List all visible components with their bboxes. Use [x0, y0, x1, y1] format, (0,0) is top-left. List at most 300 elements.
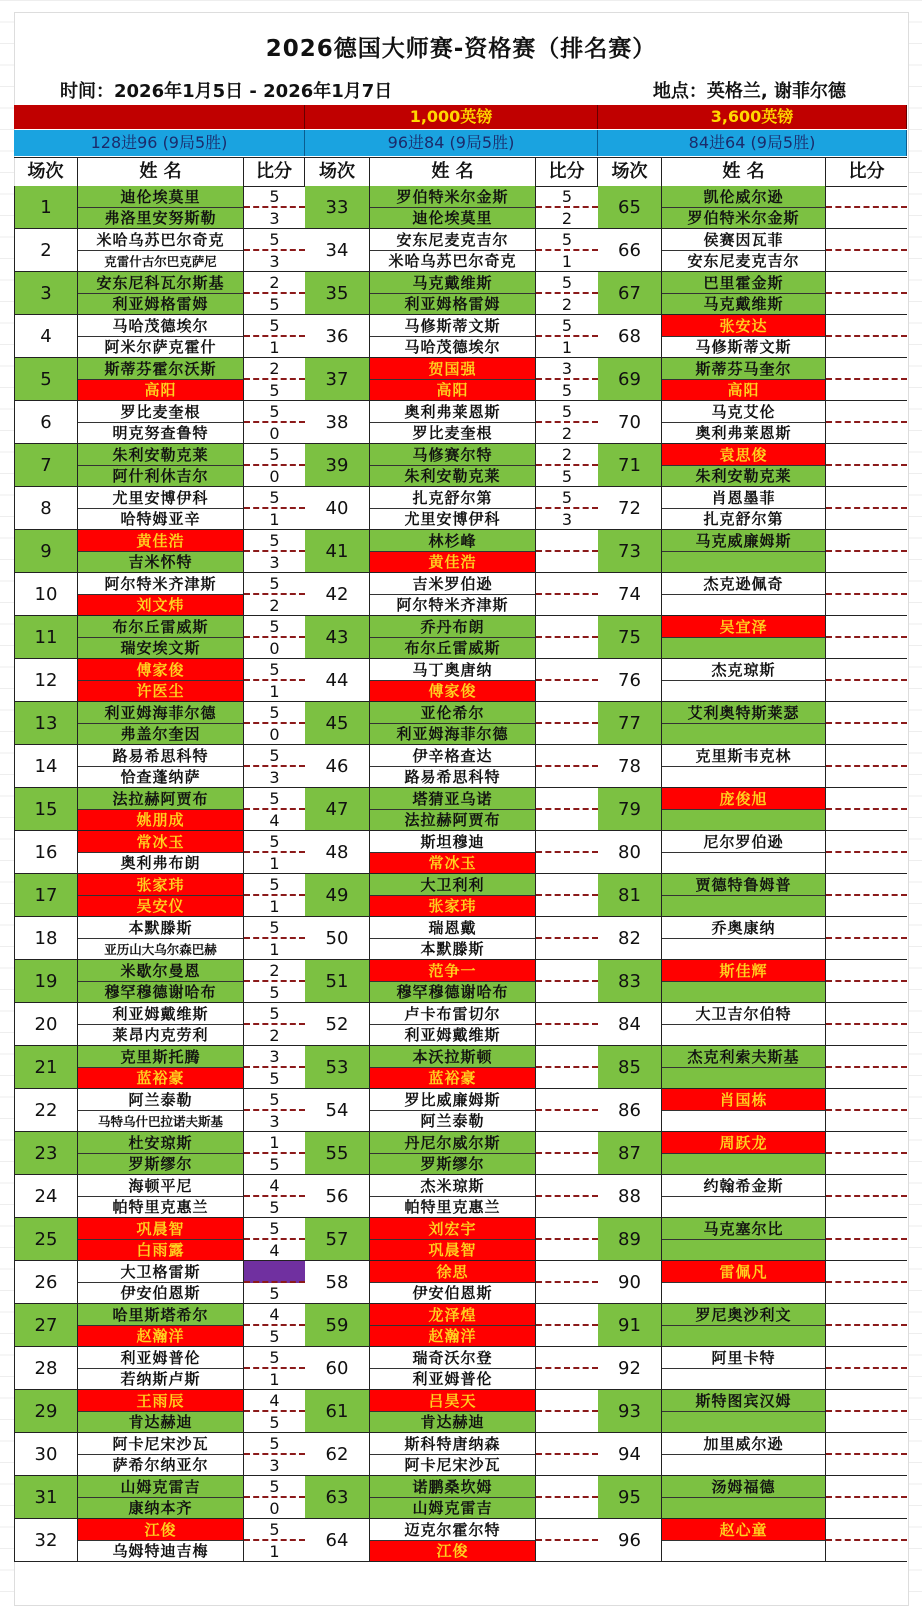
match-number: 80: [598, 831, 662, 873]
player-name: 布尔丘雷威斯: [78, 616, 243, 638]
player-score: 5: [244, 573, 305, 595]
player-name: 阿兰泰勒: [420, 1112, 485, 1131]
player-score: [536, 896, 598, 916]
match-number: 75: [598, 616, 662, 658]
match-scores: [244, 917, 305, 959]
match-number: 14: [14, 745, 78, 787]
player-name: 尼尔罗伯逊: [662, 831, 825, 853]
player-name: 塔猜亚乌诺: [370, 788, 535, 810]
player-score: [536, 1025, 598, 1045]
round-row: [14, 130, 907, 156]
player-name-chinese: 周跃龙: [662, 1132, 825, 1154]
player-score: [536, 530, 598, 552]
player-score: [826, 960, 907, 982]
match-scores: [244, 573, 305, 615]
match-scores: [826, 917, 907, 959]
player-name: 卢卡布雷切尔: [370, 1003, 535, 1025]
match-scores: [244, 960, 305, 1002]
match-row: [598, 745, 907, 788]
player-score: [826, 1476, 907, 1498]
player-name: [662, 1197, 825, 1218]
round-column-3: [598, 186, 907, 1562]
match-row: [14, 573, 305, 616]
player-score: [826, 1412, 907, 1432]
player-names: [370, 1003, 536, 1045]
match-row: [305, 788, 598, 831]
match-number: 24: [14, 1175, 78, 1217]
match-row: [305, 530, 598, 573]
player-score: 3: [244, 1046, 305, 1068]
match-number: 11: [14, 616, 78, 658]
player-name: 罗伯特米尔金斯: [662, 208, 825, 229]
match-number: 38: [305, 401, 370, 443]
player-names: [78, 917, 244, 959]
player-score: 5: [244, 1089, 305, 1111]
match-scores: [826, 1433, 907, 1475]
player-name: 杰克利索夫斯基: [662, 1046, 825, 1068]
match-row: [598, 874, 907, 917]
match-scores: [536, 530, 598, 572]
player-name: 米哈乌苏巴尔奇克: [388, 252, 517, 271]
match-number: 76: [598, 659, 662, 701]
match-row: [598, 1261, 907, 1304]
player-name: 本沃拉斯顿: [370, 1046, 535, 1068]
player-name-chinese: 贺国强: [370, 358, 535, 380]
player-names: [662, 1175, 826, 1217]
match-scores: [826, 1304, 907, 1346]
match-number: 19: [14, 960, 78, 1002]
player-score: [536, 1347, 598, 1369]
match-number: 7: [14, 444, 78, 486]
player-name: 阿卡尼宋沙瓦: [404, 1456, 501, 1475]
player-names: [78, 573, 244, 615]
player-score: [536, 1111, 598, 1131]
match-scores: [536, 401, 598, 443]
match-scores: [244, 1347, 305, 1389]
player-score: [826, 1326, 907, 1346]
player-names: [78, 444, 244, 486]
player-score: [536, 681, 598, 701]
match-number: 65: [598, 186, 662, 228]
player-score: [536, 638, 598, 658]
player-names: [370, 960, 536, 1002]
player-name: 扎克舒尔第: [703, 510, 784, 529]
player-name: [662, 1455, 825, 1476]
player-name: [662, 1111, 825, 1132]
player-score: 5: [269, 982, 280, 1002]
player-name: 大卫吉尔伯特: [662, 1003, 825, 1025]
match-scores: [536, 831, 598, 873]
player-name-chinese: 江俊: [78, 1519, 243, 1541]
match-scores: [536, 1046, 598, 1088]
match-row: [305, 1218, 598, 1261]
match-scores: [244, 745, 305, 787]
player-name: [662, 1412, 825, 1433]
player-names: [662, 272, 826, 314]
match-scores: [536, 1347, 598, 1389]
player-name: 奥利弗布朗: [120, 854, 201, 873]
player-name-chinese: 姚朋成: [78, 810, 243, 831]
match-row: [14, 1132, 305, 1175]
match-scores: [244, 702, 305, 744]
player-score: [536, 1240, 598, 1260]
player-score: 3: [269, 1111, 280, 1131]
player-score: 5: [561, 380, 573, 400]
player-score: 2: [244, 960, 305, 982]
match-row: [305, 616, 598, 659]
player-name-chinese: 高阳: [662, 380, 825, 401]
player-score: [536, 1326, 598, 1346]
match-scores: [826, 831, 907, 873]
player-name: 尤里安博伊科: [78, 487, 243, 509]
match-scores: [826, 272, 907, 314]
player-score: 5: [244, 745, 305, 767]
player-score: [536, 917, 598, 939]
match-number: 63: [305, 1476, 370, 1518]
match-row: [14, 1175, 305, 1218]
match-number: 69: [598, 358, 662, 400]
match-row: [305, 1175, 598, 1218]
match-scores: [244, 1003, 305, 1045]
player-name-chinese: 巩晨智: [78, 1218, 243, 1240]
match-scores: [244, 272, 305, 314]
match-number: 25: [14, 1218, 78, 1260]
player-names: [370, 917, 536, 959]
match-number: 93: [598, 1390, 662, 1432]
match-row: [305, 1476, 598, 1519]
player-names: [662, 1390, 826, 1432]
player-score: [826, 1261, 907, 1283]
player-name: 巴里霍金斯: [662, 272, 825, 294]
player-score: [826, 1003, 907, 1025]
player-name: 肖恩墨菲: [662, 487, 825, 509]
player-name: 肯达赫迪: [78, 1412, 243, 1433]
match-number: 77: [598, 702, 662, 744]
player-score: [826, 1218, 907, 1240]
match-scores: [826, 1003, 907, 1045]
player-name-chinese: 许医尘: [78, 681, 243, 702]
player-names: [78, 229, 244, 271]
player-names: [78, 487, 244, 529]
match-row: [598, 444, 907, 487]
match-row: [598, 1519, 907, 1562]
player-score: [536, 659, 598, 681]
player-name-chinese: 赵瀚洋: [370, 1326, 535, 1347]
match-row: [598, 1390, 907, 1433]
match-row: [598, 917, 907, 960]
player-score: [536, 1046, 598, 1068]
player-names: [78, 1519, 244, 1561]
player-name: 瑞安埃文斯: [78, 638, 243, 659]
player-score: [826, 1068, 907, 1088]
player-score: [536, 939, 598, 959]
player-score: [536, 1433, 598, 1455]
player-score: [536, 1175, 598, 1197]
player-names: [370, 358, 536, 400]
player-names: [370, 530, 536, 572]
player-score: 3: [269, 552, 280, 572]
player-name: 阿什利休吉尔: [78, 466, 243, 487]
player-score: 5: [244, 401, 305, 423]
player-name-chinese: 蓝裕豪: [370, 1068, 535, 1089]
match-row: [305, 186, 598, 229]
player-score: 4: [244, 1390, 305, 1412]
player-name: 吉米怀特: [78, 552, 243, 573]
match-scores: [826, 745, 907, 787]
match-row: [305, 358, 598, 401]
player-score: [826, 251, 907, 271]
match-scores: [244, 229, 305, 271]
player-name: 尤里安博伊科: [404, 510, 501, 529]
player-name: 马克艾伦: [662, 401, 825, 423]
match-number: 55: [305, 1132, 370, 1174]
player-name-chinese: 雷佩凡: [662, 1261, 825, 1283]
match-scores: [826, 1132, 907, 1174]
match-scores: [536, 874, 598, 916]
player-name: 法拉赫阿贾布: [370, 810, 535, 831]
player-name: 奥利弗莱恩斯: [370, 401, 535, 423]
player-score: [826, 745, 907, 767]
player-names: [370, 1218, 536, 1260]
player-name: 马丁奥唐纳: [370, 659, 535, 681]
player-score: [826, 401, 907, 423]
player-score: [826, 530, 907, 552]
match-number: 43: [305, 616, 370, 658]
player-name: [662, 810, 825, 831]
player-score: 5: [244, 1003, 305, 1025]
player-name: 马特乌什巴拉诺夫斯基: [97, 1113, 223, 1129]
player-name: 明克努查鲁特: [112, 424, 209, 443]
match-row: [14, 229, 305, 272]
player-name: [662, 638, 825, 659]
player-name: [662, 1541, 825, 1562]
player-score: 5: [269, 1197, 280, 1217]
score-walkover-cell: [244, 1261, 305, 1283]
match-row: [14, 358, 305, 401]
match-row: [598, 1433, 907, 1476]
player-name-chinese: 傅家俊: [78, 659, 243, 681]
player-names: [78, 616, 244, 658]
player-names: [662, 1347, 826, 1389]
player-score: [826, 853, 907, 873]
event-venue: 地点：英格兰, 谢菲尔德: [652, 81, 846, 102]
player-score: [826, 186, 907, 208]
match-row: [598, 702, 907, 745]
match-number: 71: [598, 444, 662, 486]
player-name-chinese: 江俊: [370, 1541, 535, 1562]
match-row: [598, 616, 907, 659]
player-names: [662, 1046, 826, 1088]
player-names: [78, 1218, 244, 1260]
player-name: [662, 1326, 825, 1347]
player-score: [826, 874, 907, 896]
player-score: 5: [244, 229, 305, 251]
player-name: 伊安伯恩斯: [120, 1284, 201, 1303]
player-score: 2: [561, 294, 573, 314]
player-score: 1: [269, 939, 280, 959]
match-scores: [826, 573, 907, 615]
player-score: [826, 573, 907, 595]
player-name-chinese: 蓝裕豪: [78, 1068, 243, 1089]
match-scores: [244, 444, 305, 486]
player-name: 奥利弗莱恩斯: [695, 424, 792, 443]
header-match: 场次: [305, 158, 370, 186]
player-name-chinese: 赵心童: [662, 1519, 825, 1541]
player-names: [370, 1476, 536, 1518]
player-score: 0: [269, 1498, 280, 1518]
match-scores: [536, 1003, 598, 1045]
player-score: [536, 1218, 598, 1240]
header-match: 场次: [598, 158, 662, 186]
match-row: [598, 487, 907, 530]
match-row: [14, 186, 305, 229]
player-names: [662, 444, 826, 486]
player-names: [78, 702, 244, 744]
match-scores: [244, 659, 305, 701]
player-name: 马哈茂德埃尔: [78, 315, 243, 337]
match-row: [598, 788, 907, 831]
match-row: [598, 960, 907, 1003]
player-names: [662, 1132, 826, 1174]
player-name-chinese: 徐思: [370, 1261, 535, 1283]
match-number: 36: [305, 315, 370, 357]
player-names: [662, 573, 826, 615]
player-name: 帕特里克惠兰: [404, 1198, 501, 1217]
player-name-chinese: 刘宏宇: [370, 1218, 535, 1240]
player-score: 2: [269, 1025, 280, 1045]
player-name-chinese: 常冰玉: [370, 853, 535, 874]
player-score: [826, 444, 907, 466]
player-score: [826, 1111, 907, 1131]
player-names: [662, 1304, 826, 1346]
match-number: 82: [598, 917, 662, 959]
match-number: 79: [598, 788, 662, 830]
player-score: 2: [536, 444, 598, 466]
player-score: 1: [269, 337, 280, 357]
player-score: [536, 874, 598, 896]
match-scores: [826, 1218, 907, 1260]
player-name: 罗比威廉姆斯: [370, 1089, 535, 1111]
player-score: [826, 616, 907, 638]
match-row: [14, 1519, 305, 1562]
match-number: 47: [305, 788, 370, 830]
match-number: 10: [14, 573, 78, 615]
player-name: 约翰希金斯: [662, 1175, 825, 1197]
player-score: [536, 1369, 598, 1389]
round-label-2: 96进84 (9局5胜): [305, 130, 598, 156]
player-score: 3: [536, 358, 598, 380]
match-row: [14, 487, 305, 530]
player-score: [826, 552, 907, 572]
player-name-chinese: 巩晨智: [370, 1240, 535, 1261]
match-row: [14, 917, 305, 960]
player-score: 5: [244, 702, 305, 724]
player-score: [826, 1498, 907, 1518]
player-score: 5: [561, 466, 573, 486]
player-score: [536, 1541, 598, 1561]
player-score: 5: [536, 401, 598, 423]
player-names: [370, 487, 536, 529]
match-scores: [536, 1261, 598, 1303]
player-score: 0: [269, 638, 280, 658]
player-name: 丹尼尔威尔斯: [370, 1132, 535, 1154]
match-row: [305, 1433, 598, 1476]
player-names: [370, 573, 536, 615]
player-score: [536, 1261, 598, 1283]
match-row: [598, 1003, 907, 1046]
player-names: [662, 487, 826, 529]
player-name: 朱利安勒克莱: [78, 444, 243, 466]
player-names: [662, 616, 826, 658]
player-name-chinese: 肖国栋: [662, 1089, 825, 1111]
player-name: 山姆克雷吉: [370, 1498, 535, 1519]
match-row: [14, 659, 305, 702]
player-name: [662, 1283, 825, 1304]
match-scores: [244, 358, 305, 400]
player-score: [536, 1197, 598, 1217]
match-scores: [826, 444, 907, 486]
player-score: 5: [244, 616, 305, 638]
match-scores: [826, 186, 907, 228]
player-score: [826, 724, 907, 744]
player-name: 康纳本齐: [78, 1498, 243, 1519]
match-scores: [244, 186, 305, 228]
player-name: 马克塞尔比: [662, 1218, 825, 1240]
player-names: [78, 358, 244, 400]
player-name: 斯蒂芬马奎尔: [662, 358, 825, 380]
player-score: [826, 659, 907, 681]
player-name-chinese: 斯佳辉: [662, 960, 825, 982]
player-name: 穆罕穆德谢哈布: [78, 982, 243, 1003]
match-scores: [244, 1089, 305, 1131]
player-name: 莱昂内克劳利: [112, 1026, 209, 1045]
player-name: 安东尼科瓦尔斯基: [78, 272, 243, 294]
match-number: 52: [305, 1003, 370, 1045]
match-number: 61: [305, 1390, 370, 1432]
header-name: 姓 名: [662, 158, 826, 186]
player-score: [826, 1541, 907, 1561]
match-scores: [826, 1261, 907, 1303]
match-scores: [536, 1304, 598, 1346]
match-scores: [826, 1347, 907, 1389]
player-name: 杰克琼斯: [662, 659, 825, 681]
match-scores: [826, 702, 907, 744]
round-label-1: 128进96 (9局5胜): [14, 130, 305, 156]
match-number: 95: [598, 1476, 662, 1518]
match-number: 22: [14, 1089, 78, 1131]
player-score: 3: [269, 1455, 280, 1475]
player-score: [536, 1132, 598, 1154]
player-score: [826, 1369, 907, 1389]
match-scores: [244, 1433, 305, 1475]
match-row: [598, 186, 907, 229]
player-names: [662, 831, 826, 873]
match-scores: [536, 616, 598, 658]
match-number: 56: [305, 1175, 370, 1217]
player-name-chinese: 范争一: [370, 960, 535, 982]
player-score: 1: [269, 509, 280, 529]
player-names: [370, 315, 536, 357]
match-number: 72: [598, 487, 662, 529]
match-row: [598, 1132, 907, 1175]
match-number: 13: [14, 702, 78, 744]
player-names: [662, 1003, 826, 1045]
match-number: 34: [305, 229, 370, 271]
player-names: [370, 1132, 536, 1174]
player-names: [662, 1218, 826, 1260]
match-number: 44: [305, 659, 370, 701]
match-row: [305, 487, 598, 530]
